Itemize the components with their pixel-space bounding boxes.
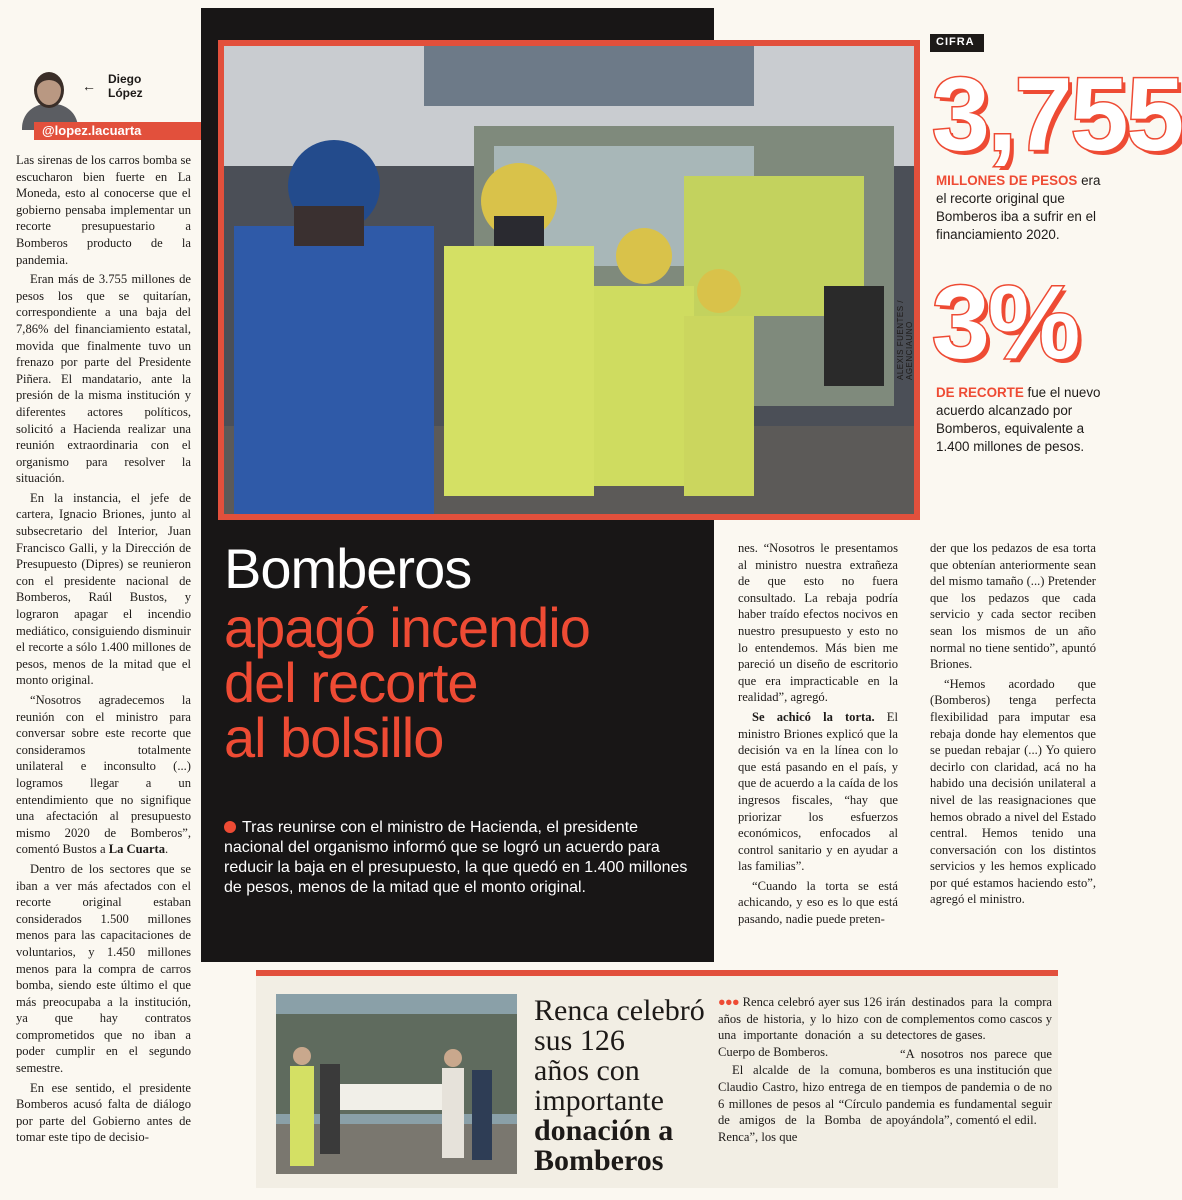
author-avatar bbox=[16, 66, 84, 122]
paragraph bbox=[16, 692, 191, 858]
lede-text: Tras reunirse con el ministro de Hacienda, el presidente nacional del organismo informó que se logró un acuerdo para reducir la baja en el presupuesto, la que quedó en 1.400 millones de pesos, menos de la mitad que el monto original. bbox=[224, 819, 688, 896]
author-handle: @lopez.lacuarta bbox=[34, 122, 202, 140]
title-bold-1: donación a bbox=[534, 1114, 674, 1147]
paragraph: “Hemos acordado que (Bomberos) tenga perfecta flexibilidad para imputar esa rebaja donde hay elementos que se puedan rebajar (...) Yo quiero decirlo con claridad, acá no ha habido una decisión unilateral a nivel de las reasignaciones que hemos obrado a nivel del Estado central. Hemos tenido una conversación con los distintos servicios y les hemos explicado por qué estamos haciendo esto”, agregó el ministro. bbox=[930, 676, 1096, 907]
firefighters-photo bbox=[224, 46, 914, 514]
headline-line-4: al bolsillo bbox=[224, 706, 444, 769]
paragraph: Dentro de los sectores que se iban a ver más afectados con el recorte original estaban considerados 1.500 millones menos para las capacitaciones de voluntarios, y 1.450 millones menos para la compra de carros bomba, siendo este último el que más preocupaba a la institución, ya que hay contratos comprometidos que no iban a poder cumplir en el segundo semestre. bbox=[16, 861, 191, 1076]
renca-photo bbox=[276, 994, 517, 1174]
author-last-name: López bbox=[108, 86, 143, 100]
stat-lead-1: MILLONES DE PESOS bbox=[936, 173, 1078, 188]
title-line-3: años con bbox=[534, 1054, 640, 1087]
stat-text-1: era el recorte original que Bomberos iba a sufrir en el financiamiento 2020. bbox=[936, 173, 1101, 242]
paragraph-end: . bbox=[165, 842, 169, 857]
headline bbox=[224, 537, 704, 769]
paragraph: “Cuando la torta se está achicando, y eso es lo que está pasando, nadie puede preten- bbox=[738, 878, 898, 927]
paragraph-text: El ministro Briones explicó que la decisión va en la línea con lo que está pasando en el país, y que de acuerdo a la caída de los ingresos fiscales, “hay que priorizar los esfuerzos económicos, enfocados al control sanitario y en ayudar a las familias”. bbox=[738, 709, 898, 874]
paragraph: Eran más de 3.755 millones de pesos los que se quitarían, correspondiente a una baja del 7,86% del financiamiento estatal, movida que finalmente tuvo un frenazo por parte del Presidente Piñera. El mandatario, ante la presión de la misma institución y diferentes actores políticos, solicitó a Hacienda realizar una reunión extraordinaria con el organismo para resolver la situación. bbox=[16, 272, 191, 486]
stat-lead-2: DE RECORTE bbox=[936, 385, 1024, 400]
left-text-column bbox=[16, 152, 191, 1149]
title-line-2: sus 126 bbox=[534, 1024, 625, 1057]
dots-icon: ●●● bbox=[718, 995, 740, 1009]
title-line-1: Renca celebró bbox=[534, 994, 705, 1027]
sidebar-story-title bbox=[534, 996, 712, 1176]
paragraph-text: “Nosotros agradecemos la reunión con el ministro para conversar sobre este recorte que consideramos totalmente unilateral e inconsulto (...) logramos llegar a un entendimiento que no signifique una afectación al presupuesto mismo 2020 de Bomberos”, comentó Bustos a bbox=[16, 693, 191, 857]
right-text-column bbox=[930, 540, 1096, 911]
paragraph-text: Renca celebró ayer sus 126 años de historia, y lo hizo con una importante donación a su Cuerpo de Bomberos. bbox=[718, 995, 882, 1059]
lede bbox=[224, 818, 702, 898]
headline-line-2: apagó incendio bbox=[224, 596, 590, 659]
title-bold-2: Bomberos bbox=[534, 1144, 664, 1177]
donation-ceremony-photo bbox=[276, 994, 517, 1174]
stat-number-1: 3,755 bbox=[932, 57, 1182, 173]
bullet-icon bbox=[224, 821, 236, 833]
cifra-tag: CIFRA bbox=[930, 34, 984, 52]
paragraph: En la instancia, el jefe de cartera, Ignacio Briones, junto al subsecretario del Interior, Juan Francisco Galli, y la Dirección de Presupuesto (Dipres) se reunieron con el presidente nacional de Bomberos, Raúl Bustos, y lograron apagar el incendio mediático, consiguiendo disminuir el recorte a sólo 1.400 millones de pesos, menos de la mitad que el monto original. bbox=[16, 490, 191, 688]
newspaper-name: La Cuarta bbox=[108, 842, 166, 857]
sidebar-story-column-1 bbox=[718, 994, 882, 1147]
main-photo bbox=[218, 40, 920, 520]
author-first-name: Diego bbox=[108, 72, 142, 86]
title-line-4: importante bbox=[534, 1084, 664, 1117]
sidebar-story-column-2 bbox=[886, 994, 1052, 1131]
paragraph: nes. “Nosotros le presentamos al ministro nuestra extrañeza de que esto no fuera consultado. La rebaja podría haber traído efectos nocivos en nuestro presupuesto y esto no lo entendemos. Más bien me pareció un diseño de escritorio que era impracticable en la realidad”, agregó. bbox=[738, 541, 898, 705]
paragraph: irán destinados para la compra de complementos como cascos y detectores de gases. bbox=[886, 995, 1052, 1043]
headline-line-1: Bomberos bbox=[224, 537, 472, 600]
stat-text-2: fue el nuevo acuerdo alcanzado por Bomberos, equivalente a 1.400 millones de pesos. bbox=[936, 385, 1101, 454]
paragraph: der que los pedazos de esa torta que obtenían anteriormente sean del mismo tamaño (...) Pretender que los pedazos que cada servicio y cada sector reciben sean los mismos de un año normal no tiene sentido”, apuntó Briones. bbox=[930, 541, 1096, 672]
paragraph bbox=[718, 994, 882, 1060]
headline-line-3: del recorte bbox=[224, 651, 478, 714]
photo-credit: ALEXIS FUENTES / AGENCIAUNO bbox=[896, 299, 914, 380]
arrow-left-icon: ← bbox=[82, 78, 96, 94]
paragraph: El alcalde de la comuna, Claudio Castro, hizo entrega de 6 millones de pesos al “Círculo de amigos de la Bomba de Renca”, los que bbox=[718, 1063, 882, 1144]
stat-description-1 bbox=[936, 172, 1104, 244]
author-byline bbox=[16, 66, 200, 140]
paragraph: “A nosotros nos parece que bomberos es una institución que en tiempos de pandemia o de no pandemia es fundamental seguir apoyándola”, comentó el edil. bbox=[886, 1046, 1052, 1128]
stat-description-2 bbox=[936, 384, 1104, 456]
stat-number-2: 3% bbox=[932, 265, 1079, 381]
paragraph bbox=[738, 709, 898, 875]
paragraph: En ese sentido, el presidente Bomberos acusó falta de diálogo por parte del Gobierno antes de tomar este tipo de decisio- bbox=[16, 1080, 191, 1145]
middle-text-column bbox=[738, 540, 898, 931]
paragraph: Las sirenas de los carros bomba se escucharon bien fuerte en La Moneda, esto al conocerse que el gobierno pensaba implementar un recorte presupuestario a Bomberos producto de la pandemia. bbox=[16, 153, 191, 267]
subhead: Se achicó la torta. bbox=[752, 709, 875, 724]
